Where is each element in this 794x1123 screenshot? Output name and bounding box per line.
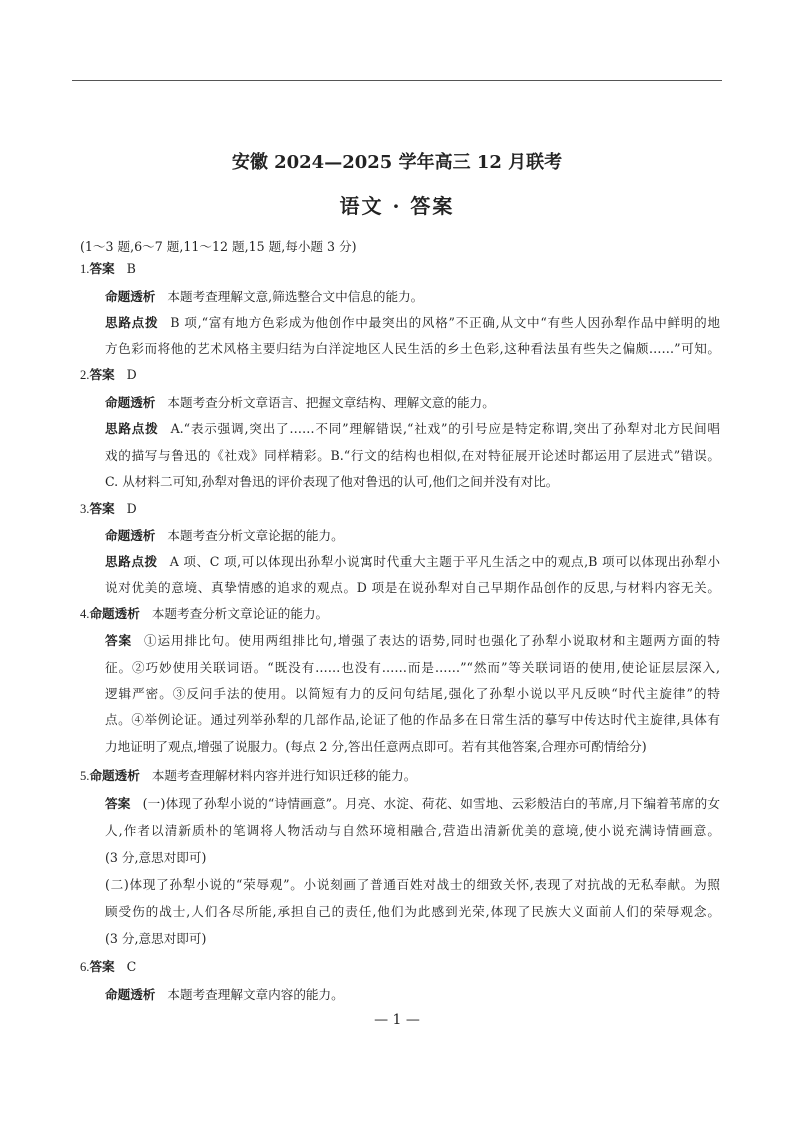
exam-title: 安徽 2024—2025 学年高三 12 月联考 (231, 152, 563, 173)
q2-answer: 2.答案 D (80, 367, 137, 382)
q5-answer-cont: (3 分,意思对即可) (105, 931, 207, 946)
q2-hint: 思路点拨 A.“表示强调,突出了……不同”理解错误,“社戏”的引号应是特定称谓,突出了孙犁对北方民间唱 (105, 421, 720, 436)
q1-hint: 思路点拨 B 项,“富有地方色彩成为他创作中最突出的风格”不正确,从文中“有些人因孙犁作品中鲜明的地 (105, 315, 720, 330)
q4-answer: 答案 ①运用排比句。使用两组排比句,增强了表达的语势,同时也强化了孙犁小说取材和主题两方面的特 (105, 633, 721, 648)
q2-hint-cont: 戏的描写与鲁迅的《社戏》同样精彩。B.“行文的结构也相似,在对特征展开论述时都运用了层进式”错误。 (105, 448, 720, 463)
score-note: (1～3 题,6～7 题,11～12 题,15 题,每小题 3 分) (80, 239, 357, 254)
q4-answer-cont: 征。②巧妙使用关联词语。“既没有……也没有……而是……”“然而”等关联词语的使用,使论证层层深入, (105, 660, 720, 675)
q5-answer-cont: (二)体现了孙犁小说的“荣辱观”。小说刻画了普通百姓对战士的细致关怀,表现了对抗战的无私奉献。为照 (105, 877, 720, 892)
q5-analysis: 5.命题透析 本题考查理解材料内容并进行知识迁移的能力。 (80, 768, 417, 783)
q3-hint: 思路点拨 A 项、C 项,可以体现出孙犁小说寓时代重大主题于平凡生活之中的观点,B 项可以体现出孙犁小 (105, 554, 720, 569)
q5-answer-cont: 人,作者以清新质朴的笔调将人物活动与自然环境相融合,营造出清新优美的意境,使小说充满诗情画意。 (105, 823, 720, 838)
q3-analysis: 命题透析 本题考查分析文章论据的能力。 (105, 528, 344, 543)
q1-answer: 1.答案 B (80, 261, 136, 276)
q4-analysis: 4.命题透析 本题考查分析文章论证的能力。 (80, 606, 329, 621)
q1-hint-cont: 方色彩而将他的艺术风格主要归结为白洋淀地区人民生活的乡土色彩,这种看法虽有些失之偏颇……”可知。 (105, 341, 720, 356)
q5-answer: 答案 (一)体现了孙犁小说的“诗情画意”。月亮、水淀、荷花、如雪地、云彩般洁白的苇席,月下编着苇席的女 (105, 796, 720, 811)
exam-subtitle: 语文 · 答案 (339, 194, 455, 218)
header-rule (72, 80, 722, 81)
q4-answer-cont: 逻辑严密。③反问手法的使用。以简短有力的反问句结尾,强化了孙犁小说以平凡反映“时代主旋律”的特 (105, 686, 720, 701)
q6-answer: 6.答案 C (80, 959, 137, 974)
q5-answer-cont: 顾受伤的战士,人们各尽所能,承担自己的责任,他们为此感到光荣,体现了民族大义面前人们的荣辱观念。 (105, 904, 720, 919)
page-number: — 1 — (374, 1012, 420, 1028)
q4-answer-cont: 点。④举例论证。通过列举孙犁的几部作品,论证了他的作品多在日常生活的摹写中传达时代主旋律,具体有 (105, 712, 720, 727)
q5-answer-cont: (3 分,意思对即可) (105, 850, 207, 865)
q6-analysis: 命题透析 本题考查理解文章内容的能力。 (105, 987, 344, 1002)
q2-analysis: 命题透析 本题考查分析文章语言、把握文章结构、理解文意的能力。 (105, 395, 495, 410)
q4-answer-cont: 力地证明了观点,增强了说服力。(每点 2 分,答出任意两点即可。若有其他答案,合理亦可酌情给分) (105, 739, 647, 754)
q3-answer: 3.答案 D (80, 501, 137, 516)
q3-hint-cont: 说对优美的意境、真挚情感的追求的观点。D 项是在说孙犁对自己早期作品创作的反思,与材料内容无关。 (105, 580, 720, 595)
q2-hint-cont: C. 从材料二可知,孙犁对鲁迅的评价表现了他对鲁迅的认可,他们之间并没有对比。 (105, 474, 559, 489)
q1-analysis: 命题透析 本题考查理解文意,筛选整合文中信息的能力。 (105, 289, 424, 304)
